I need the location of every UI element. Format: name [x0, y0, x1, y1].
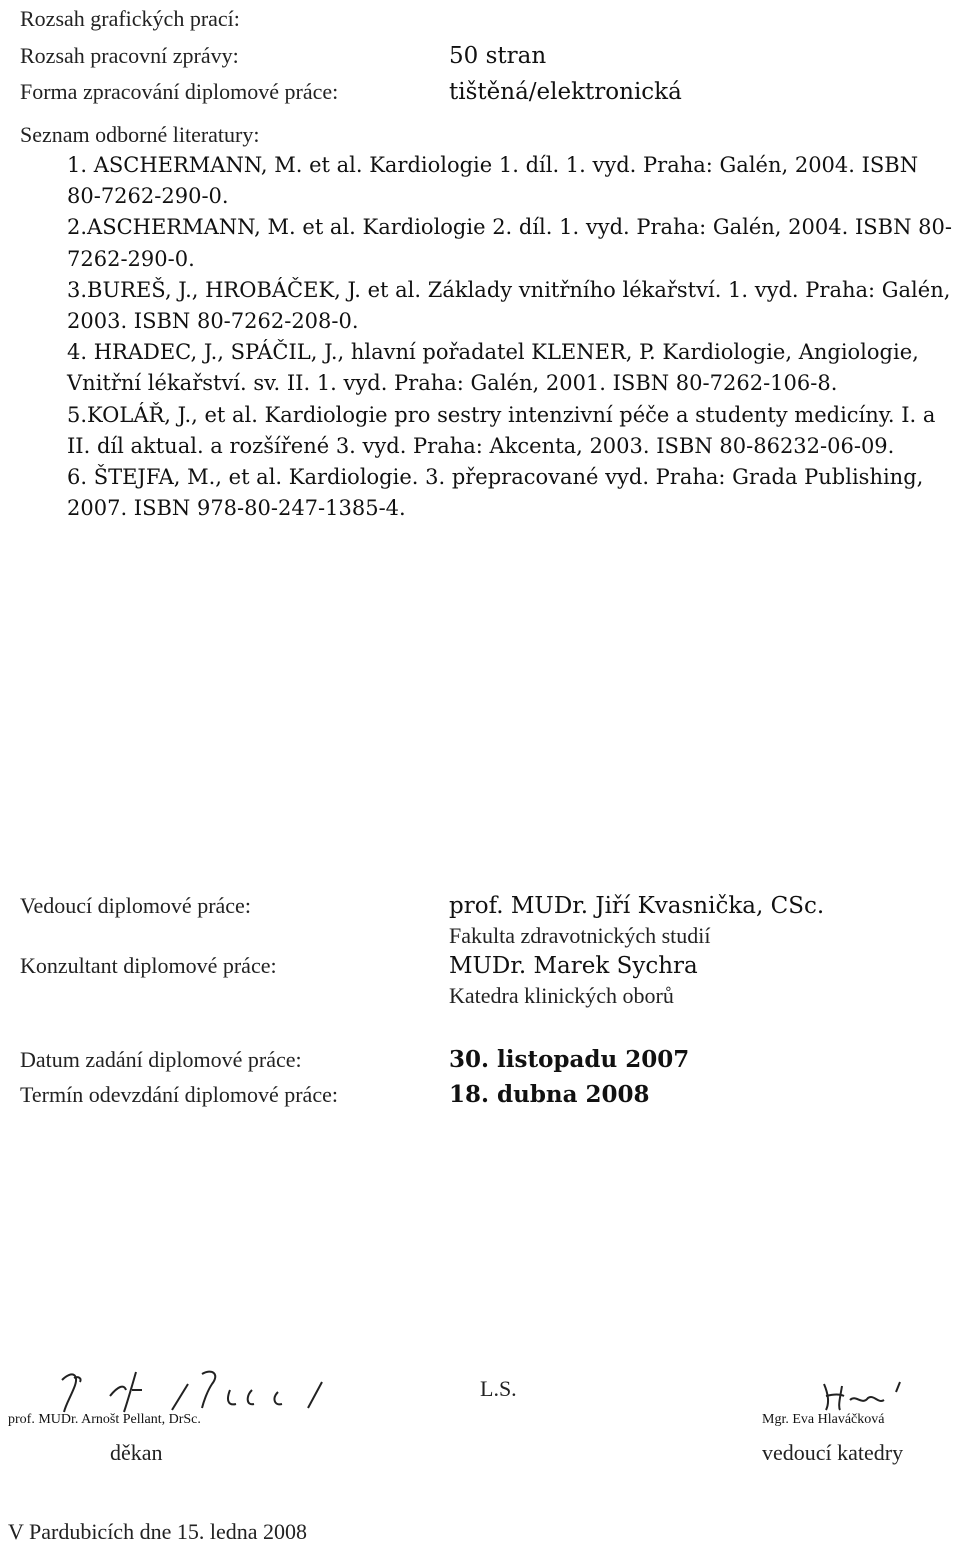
zadani-value: 30. listopadu 2007: [449, 1046, 690, 1073]
konzultant-label: Konzultant diplomové práce:: [20, 953, 277, 978]
head-signature: [820, 1376, 920, 1416]
literature-item-6: 6. ŠTEJFA, M., et al. Kardiologie. 3. přepracované vyd. Praha: Grada Publishing, 2007. ISBN 978-80-247-1385-4.: [67, 465, 924, 521]
rozsah-graf-label: Rozsah grafických prací:: [20, 6, 240, 31]
forma-label: Forma zpracování diplomové práce:: [20, 79, 339, 104]
literature-item-3: 3.BUREŠ, J., HROBÁČEK, J. et al. Základy vnitřního lékařství. 1. vyd. Praha: Galén, 2003. ISBN 80-7262-208-0.: [67, 277, 951, 334]
literature-item-2: 2.ASCHERMANN, M. et al. Kardiologie 2. díl. 1. vyd. Praha: Galén, 2004. ISBN 80-7262-290-0.: [67, 215, 952, 271]
literature-item-1: 1. ASCHERMANN, M. et al. Kardiologie 1. díl. 1. vyd. Praha: Galén, 2004. ISBN 80-7262-290-0.: [67, 153, 919, 209]
literature-list: [67, 150, 957, 524]
forma-value: tištěná/elektronická: [449, 79, 682, 105]
rozsah-prac-label: Rozsah pracovní zprávy:: [20, 43, 239, 68]
place-date: V Pardubicích dne 15. ledna 2008: [8, 1519, 307, 1544]
head-name: Mgr. Eva Hlaváčková: [762, 1412, 885, 1427]
odevzdani-label: Termín odevzdání diplomové práce:: [20, 1082, 338, 1107]
odevzdani-value: 18. dubna 2008: [449, 1081, 650, 1108]
rozsah-prac-value: 50 stran: [449, 43, 547, 69]
head-role: vedoucí katedry: [762, 1440, 904, 1465]
ls-seal-mark: L.S.: [480, 1376, 517, 1401]
literature-item-5: 5.KOLÁŘ, J., et al. Kardiologie pro sestry intenzivní péče a studenty medicíny. I. a II. díl aktual. a rozšířené 3. vyd. Praha: Akcenta, 2003. ISBN 80-86232-06-09.: [67, 402, 936, 458]
zadani-label: Datum zadání diplomové práce:: [20, 1047, 302, 1072]
vedouci-name: prof. MUDr. Jiří Kvasnička, CSc.: [449, 893, 825, 919]
vedouci-affiliation: Fakulta zdravotnických studií: [449, 923, 711, 948]
vedouci-label: Vedoucí diplomové práce:: [20, 893, 251, 918]
dean-role: děkan: [110, 1440, 163, 1465]
dean-name: prof. MUDr. Arnošt Pellant, DrSc.: [8, 1412, 201, 1427]
konzultant-affiliation: Katedra klinických oborů: [449, 983, 674, 1008]
dean-signature: [52, 1360, 352, 1420]
seznam-label: Seznam odborné literatury:: [20, 122, 260, 147]
konzultant-name: MUDr. Marek Sychra: [449, 953, 698, 979]
literature-item-4: 4. HRADEC, J., SPÁČIL, J., hlavní pořadatel KLENER, P. Kardiologie, Angiologie, Vnitřní lékařství. sv. II. 1. vyd. Praha: Galén, 2001. ISBN 80-7262-106-8.: [67, 340, 919, 396]
